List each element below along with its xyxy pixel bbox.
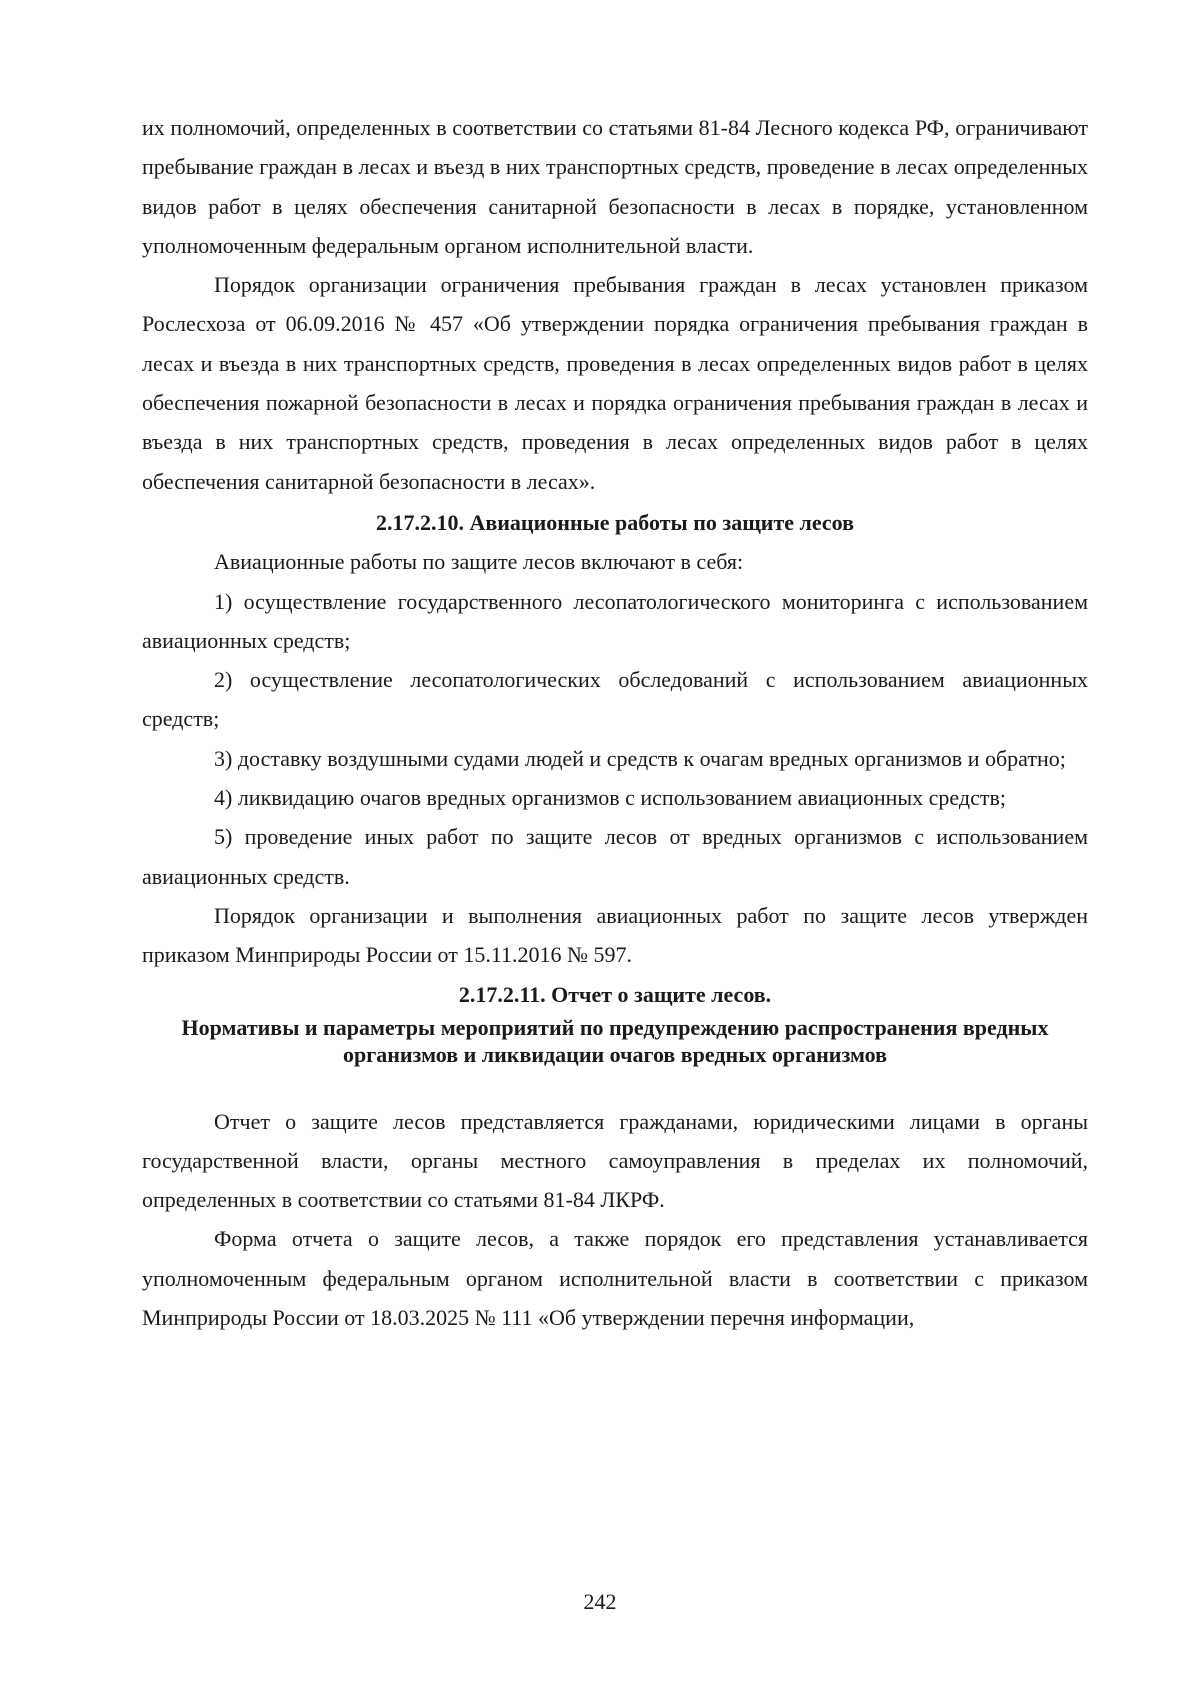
report-paragraph: Отчет о защите лесов представляется гражданами, юридическими лицами в органы государственной власти, органы местного самоуправления в пределах их полномочий, определенных в соответствии со статьями 81-84 ЛКРФ. — [142, 1108, 1088, 1213]
aviation-closing: Порядок организации и выполнения авиационных работ по защите лесов утвержден приказом Минприроды России от 15.11.2016 № 597. — [142, 902, 1088, 968]
aviation-intro: Авиационные работы по защите лесов включают в себя: — [214, 549, 744, 575]
section-heading-aviation: 2.17.2.10. Авиационные работы по защите лесов — [375, 509, 855, 535]
list-item: 5) проведение иных работ по защите лесов от вредных организмов с использованием авиационных средств. — [142, 824, 1088, 889]
section-subheading-norms: Нормативы и параметры мероприятий по предупреждению распространения вредных организмов и ликвидации очагов вредных организмов — [181, 1014, 1049, 1067]
paragraph-continuation: их полномочий, определенных в соответствии со статьями 81-84 Лесного кодекса РФ, ограничивают пребывание граждан в лесах и въезд в них транспортных средств, проведение в лесах определенных видов работ в целях обеспечения санитарной безопасности в лесах в порядке, установленном уполномоченным федеральным органом исполнительной власти. — [142, 115, 1088, 258]
section-heading-report: 2.17.2.11. Отчет о защите лесов. — [458, 981, 772, 1007]
page-number: 242 — [583, 1589, 617, 1614]
list-item: 1) осуществление государственного лесопатологического мониторинга с использованием авиационных средств; — [142, 588, 1088, 653]
list-item: 4) ликвидацию очагов вредных организмов с использованием авиационных средств; — [214, 785, 1006, 811]
paragraph-order-restriction: Порядок организации ограничения пребывания граждан в лесах установлен приказом Рослесхоза от 06.09.2016 № 457 «Об утверждении порядка ограничения пребывания граждан в лесах и въезда в них транспортных средств, проведения в лесах определенных видов работ в целях обеспечения пожарной безопасности в лесах и порядка ограничения пребывания граждан в лесах и въезда в них транспортных средств, проведения в лесах определенных видов работ в целях обеспечения санитарной безопасности в лесах». — [142, 272, 1088, 494]
list-item: 3) доставку воздушными судами людей и средств к очагам вредных организмов и обратно; — [214, 745, 1066, 771]
list-item: 2) осуществление лесопатологических обследований с использованием авиационных средств; — [142, 667, 1088, 732]
report-form-paragraph: Форма отчета о защите лесов, а также порядок его представления устанавливается уполномоченным федеральным органом исполнительной власти в соответствии с приказом Минприроды России от 18.03.2025 № 111 «Об утверждении перечня информации, — [142, 1226, 1088, 1331]
spacer — [142, 1068, 1088, 1102]
